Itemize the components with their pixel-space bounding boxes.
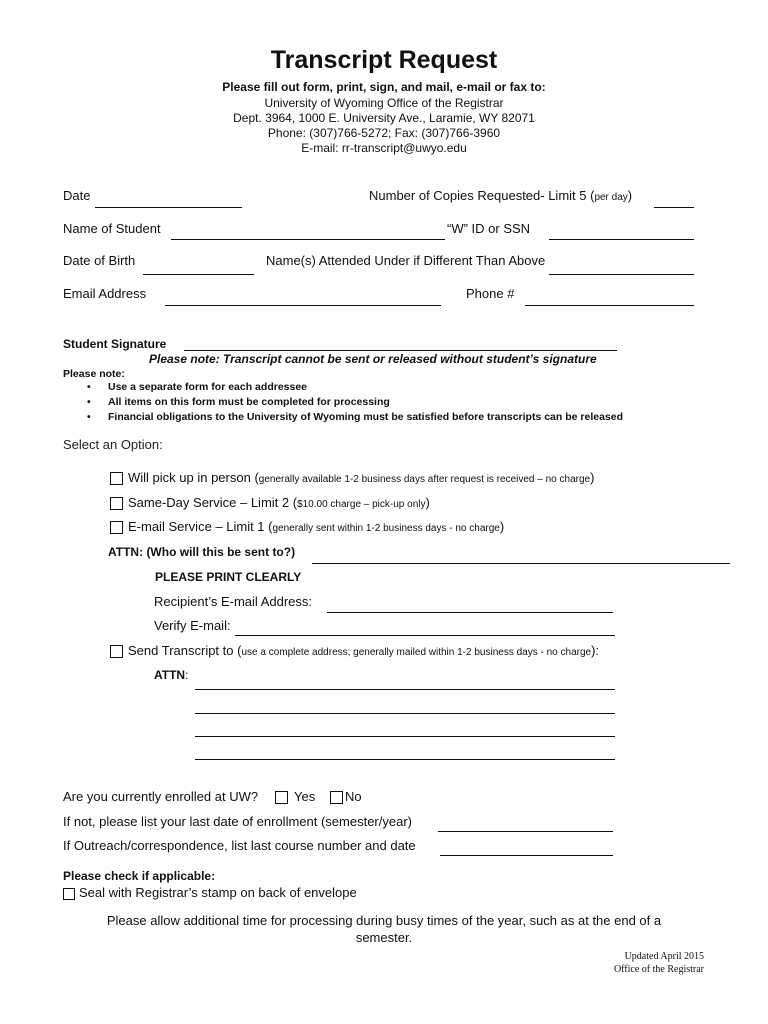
verify-email-field[interactable] xyxy=(235,620,615,636)
send-transcript-checkbox[interactable] xyxy=(110,645,123,658)
date-label: Date xyxy=(63,188,91,203)
seal-label: Seal with Registrar’s stamp on back of envelope xyxy=(79,885,357,900)
signature-note: Please note: Transcript cannot be sent or released without student’s signature xyxy=(149,352,597,366)
id-label: “W” ID or SSN xyxy=(447,221,531,236)
email-service-checkbox[interactable] xyxy=(110,521,123,534)
seal-checkbox[interactable] xyxy=(63,888,75,900)
email-service-option-label: E-mail Service – Limit 1 (generally sent within 1-2 business days - no charge) xyxy=(128,519,505,534)
updated-date: Updated April 2015 xyxy=(624,951,704,962)
verify-email-label: Verify E-mail: xyxy=(154,618,231,633)
phone-field[interactable] xyxy=(525,290,694,306)
address-line-field-3[interactable] xyxy=(195,721,615,737)
date-field[interactable] xyxy=(95,192,242,208)
enrolled-no-label: No xyxy=(345,789,362,804)
sameday-checkbox[interactable] xyxy=(110,497,123,510)
notes-heading: Please note: xyxy=(63,368,125,380)
pickup-option-label: Will pick up in person (generally available 1-2 business days after request is received – no charge) xyxy=(128,470,595,485)
print-clearly-label: PLEASE PRINT CLEARLY xyxy=(155,570,302,584)
page-title: Transcript Request xyxy=(270,46,498,74)
pickup-checkbox[interactable] xyxy=(110,472,123,485)
student-name-label: Name of Student xyxy=(63,221,161,236)
outreach-label: If Outreach/correspondence, list last course number and date xyxy=(63,838,416,853)
send-transcript-option-label: Send Transcript to (use a complete address; generally mailed within 1-2 business days - no charge): xyxy=(128,643,600,658)
office-name: Office of the Registrar xyxy=(613,964,704,975)
recipient-email-field[interactable] xyxy=(327,597,613,613)
options-heading: Select an Option: xyxy=(63,437,163,452)
student-name-field[interactable] xyxy=(171,224,445,240)
processing-note-line-1: Please allow additional time for processing during busy times of the year, such as at the end of a xyxy=(106,913,662,928)
address-line-2: Dept. 3964, 1000 E. University Ave., Laramie, WY 82071 xyxy=(233,111,535,125)
email-field[interactable] xyxy=(165,290,441,306)
id-field[interactable] xyxy=(549,224,694,240)
processing-note-line-2: semester. xyxy=(355,930,413,945)
attn-field[interactable] xyxy=(312,548,730,564)
phone-label: Phone # xyxy=(466,286,515,301)
enrolled-question: Are you currently enrolled at UW? xyxy=(63,789,259,804)
email-label: Email Address xyxy=(63,286,147,301)
address-line-3: Phone: (307)766-5272; Fax: (307)766-3960 xyxy=(267,126,501,140)
last-enrollment-field[interactable] xyxy=(438,816,613,832)
note-item: • All items on this form must be completed for processing xyxy=(84,395,623,410)
address-line-field-4[interactable] xyxy=(195,744,615,760)
signature-field[interactable] xyxy=(184,335,617,351)
address-line-1: University of Wyoming Office of the Registrar xyxy=(264,96,504,110)
address-line-field-1[interactable] xyxy=(195,674,615,690)
dob-field[interactable] xyxy=(143,259,254,275)
recipient-email-label: Recipient’s E-mail Address: xyxy=(154,594,312,609)
enrolled-no-checkbox[interactable] xyxy=(330,791,343,804)
enrolled-yes-label: Yes xyxy=(294,789,316,804)
attn2-label: ATTN: xyxy=(154,668,189,682)
enrolled-yes-checkbox[interactable] xyxy=(275,791,288,804)
applicable-heading: Please check if applicable: xyxy=(63,869,216,883)
notes-list xyxy=(84,380,623,425)
names-attended-label: Name(s) Attended Under if Different Than Above xyxy=(266,253,546,268)
address-line-field-2[interactable] xyxy=(195,698,615,714)
attn-label: ATTN: (Who will this be sent to?) xyxy=(108,545,296,559)
names-attended-field[interactable] xyxy=(549,259,694,275)
sameday-option-label: Same-Day Service – Limit 2 ($10.00 charge – pick-up only) xyxy=(128,495,430,510)
note-item: • Financial obligations to the University of Wyoming must be satisfied before transcripts can be released xyxy=(84,410,623,425)
note-item: • Use a separate form for each addressee xyxy=(84,380,623,395)
address-line-4: E-mail: rr-transcript@uwyo.edu xyxy=(301,141,467,155)
dob-label: Date of Birth xyxy=(63,253,136,268)
copies-label: Number of Copies Requested- Limit 5 (per day) xyxy=(369,188,633,203)
page-subtitle: Please fill out form, print, sign, and mail, e-mail or fax to: xyxy=(222,80,546,94)
copies-field[interactable] xyxy=(654,192,694,208)
signature-label: Student Signature xyxy=(63,337,167,351)
outreach-field[interactable] xyxy=(440,840,613,856)
last-enrollment-label: If not, please list your last date of enrollment (semester/year) xyxy=(63,814,412,829)
